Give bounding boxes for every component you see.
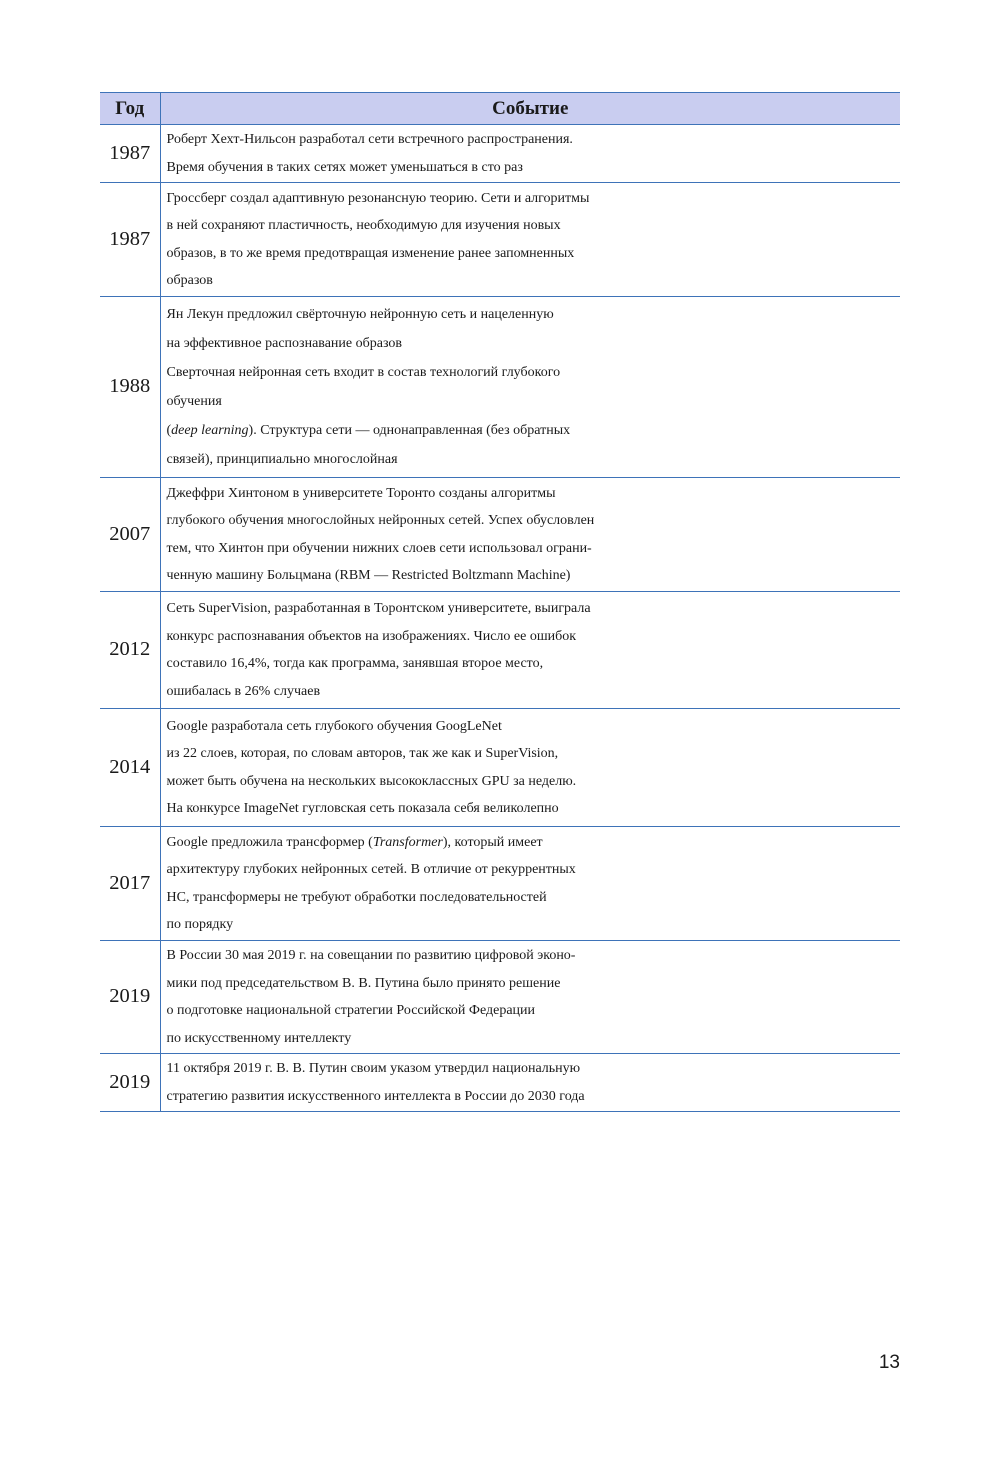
table-row bbox=[100, 478, 900, 592]
year-cell: 1987 bbox=[100, 125, 160, 183]
event-text-line: о подготовке национальной стратегии Российской Федерации bbox=[166, 1003, 536, 1018]
event-text-line: Google разработала сеть глубокого обучения GoogLeNet bbox=[166, 718, 502, 734]
event-cell bbox=[160, 941, 900, 1054]
year-cell: 1987 bbox=[100, 183, 160, 297]
table-row bbox=[100, 125, 900, 183]
history-table bbox=[100, 92, 900, 1112]
event-cell bbox=[160, 827, 900, 941]
table-row bbox=[100, 941, 900, 1054]
event-text-line: Google предложила трансформер (Transformer), который имеет bbox=[166, 834, 543, 850]
event-text-line: НС, трансформеры не требуют обработки последовательностей bbox=[166, 889, 547, 905]
year-cell: 2019 bbox=[100, 1054, 160, 1112]
event-text-line: конкурс распознавания объектов на изображениях. Число ее ошибок bbox=[166, 628, 577, 644]
table-header-row bbox=[100, 93, 900, 125]
event-text-line: На конкурсе ImageNet гугловская сеть показала себя великолепно bbox=[166, 801, 559, 816]
year-cell: 2012 bbox=[100, 592, 160, 709]
event-text-line: архитектуру глубоких нейронных сетей. В отличие от рекуррентных bbox=[166, 862, 576, 877]
event-text-line: Сверточная нейронная сеть входит в состав технологий глубокого bbox=[166, 365, 561, 380]
event-text-line: Джеффри Хинтоном в университете Торонто созданы алгоритмы bbox=[166, 485, 556, 501]
italic-term: Transformer bbox=[372, 834, 443, 850]
event-text-line: Сеть SuperVision, разработанная в Торонтском университете, выиграла bbox=[166, 601, 591, 616]
event-text-line: образов, в то же время предотвращая изменение ранее запомненных bbox=[166, 245, 575, 261]
table-row bbox=[100, 709, 900, 827]
table-row bbox=[100, 183, 900, 297]
event-cell bbox=[160, 478, 900, 592]
event-text-line: может быть обучена на нескольких высококлассных GPU за неделю. bbox=[166, 773, 577, 789]
event-text-line: в ней сохраняют пластичность, необходимую для изучения новых bbox=[166, 218, 561, 233]
event-column-header: Событие bbox=[160, 93, 900, 125]
table-row bbox=[100, 1054, 900, 1112]
year-cell: 2007 bbox=[100, 478, 160, 592]
event-text-line: из 22 слоев, которая, по словам авторов, так же как и SuperVision, bbox=[166, 746, 559, 761]
event-cell bbox=[160, 709, 900, 827]
event-text-line: ченную машину Больцмана (RBM — Restricted Boltzmann Machine) bbox=[166, 568, 571, 583]
year-cell: 1988 bbox=[100, 297, 160, 478]
table-row bbox=[100, 592, 900, 709]
year-cell: 2014 bbox=[100, 709, 160, 827]
event-text-line: мики под председательством В. В. Путина было принято решение bbox=[166, 975, 561, 991]
event-text-line: составило 16,4%, тогда как программа, занявшая второе место, bbox=[166, 656, 544, 671]
event-cell bbox=[160, 183, 900, 297]
year-column-header: Год bbox=[100, 93, 160, 125]
table-row bbox=[100, 827, 900, 941]
year-cell: 2017 bbox=[100, 827, 160, 941]
event-text-line: по порядку bbox=[166, 917, 234, 932]
event-cell bbox=[160, 1054, 900, 1112]
event-cell bbox=[160, 297, 900, 478]
event-text-line: Гроссберг создал адаптивную резонансную теорию. Сети и алгоритмы bbox=[166, 190, 590, 206]
event-text-line: Ян Лекун предложил свёрточную нейронную сеть и нацеленную bbox=[166, 307, 554, 322]
italic-term: deep learning bbox=[171, 423, 249, 438]
table-row bbox=[100, 297, 900, 478]
event-text-line: 11 октября 2019 г. В. В. Путин своим указом утвердил национальную bbox=[166, 1061, 581, 1076]
page-content bbox=[100, 92, 900, 1112]
event-text-line: образов bbox=[166, 273, 213, 288]
event-cell bbox=[160, 592, 900, 709]
event-text-line: В России 30 мая 2019 г. на совещании по развитию цифровой эконо- bbox=[166, 948, 576, 963]
event-text-line: глубокого обучения многослойных нейронных сетей. Успех обусловлен bbox=[166, 513, 595, 528]
year-cell: 2019 bbox=[100, 941, 160, 1054]
event-text-line: стратегию развития искусственного интеллекта в России до 2030 года bbox=[166, 1088, 585, 1104]
event-text-line: Роберт Хехт-Нильсон разработал сети встречного распространения. bbox=[166, 132, 573, 147]
event-text-line: связей), принципиально многослойная bbox=[166, 452, 398, 467]
event-text-line: тем, что Хинтон при обучении нижних слоев сети использовал ограни- bbox=[166, 540, 592, 556]
event-text-line: обучения bbox=[166, 394, 222, 409]
event-text-line: на эффективное распознавание образов bbox=[166, 336, 403, 351]
event-cell bbox=[160, 125, 900, 183]
table-body bbox=[100, 125, 900, 1112]
event-text-line: по искусственному интеллекту bbox=[166, 1030, 352, 1046]
event-text-line: ошибалась в 26% случаев bbox=[166, 683, 321, 699]
event-text-line: Время обучения в таких сетях может уменьшаться в сто раз bbox=[166, 159, 523, 175]
event-text-line: (deep learning). Структура сети — однонаправленная (без обратных bbox=[166, 423, 571, 438]
page-number: 13 bbox=[878, 1352, 900, 1373]
